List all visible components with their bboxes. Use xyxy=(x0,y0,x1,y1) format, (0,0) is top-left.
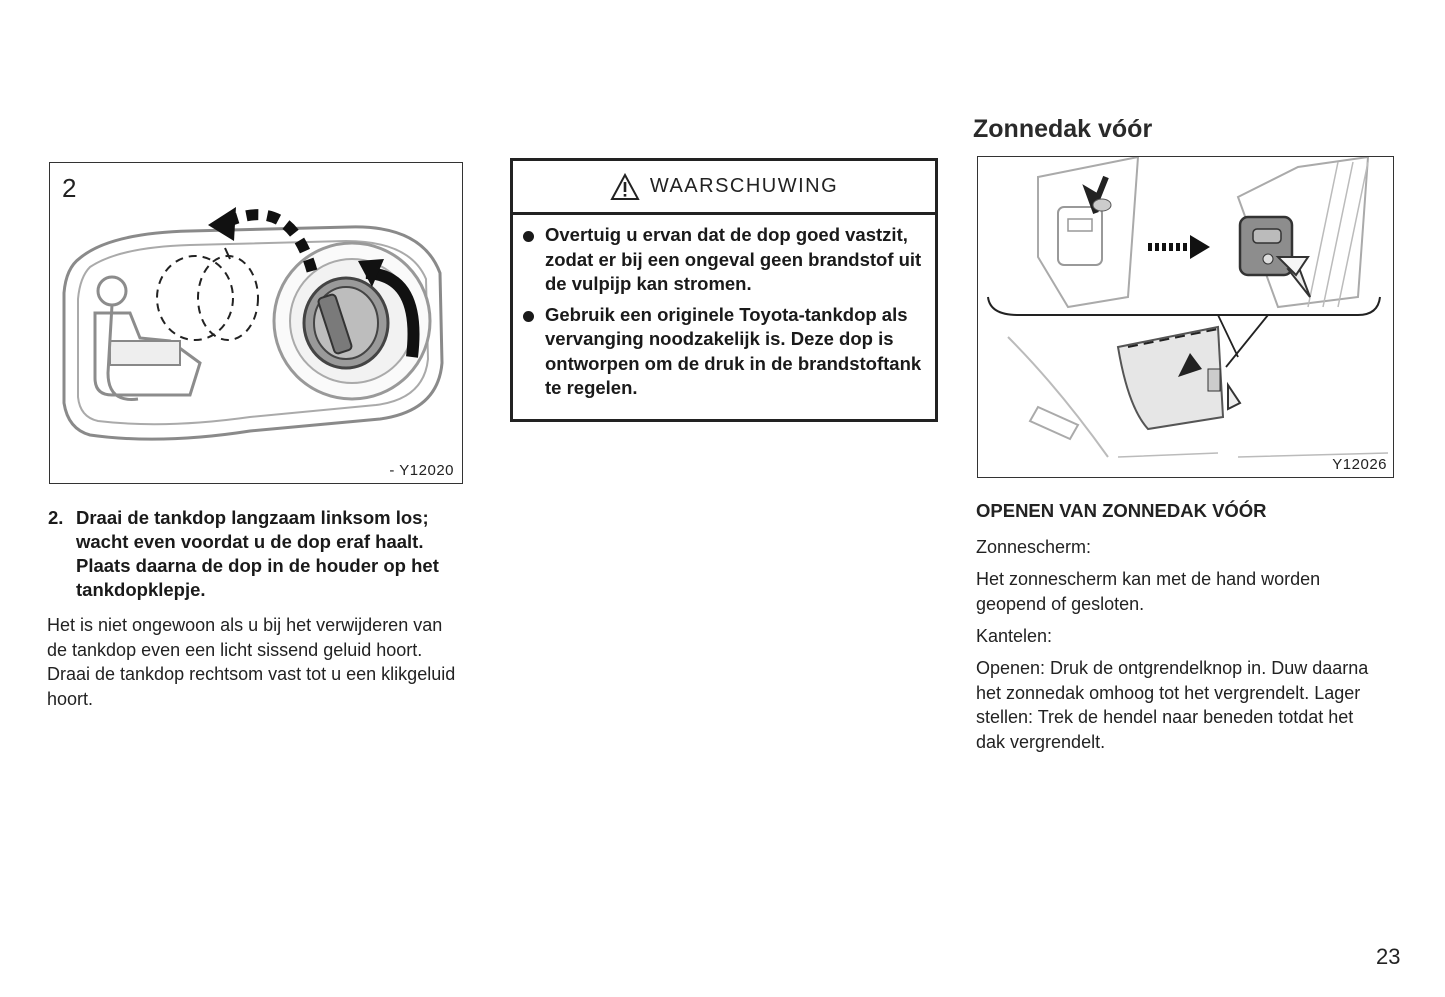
label-sunscreen: Zonnescherm: xyxy=(976,537,1092,557)
fuel-cap-body-text: Het is niet ongewoon als u bij het verwijderen van de tankdop even een licht sissend geluid hoort. Draai de tankdop rechtsom vast tot u een klikgeluid hoort. xyxy=(47,615,456,709)
warning-title: WAARSCHUWING xyxy=(649,175,839,197)
warning-item xyxy=(523,223,923,297)
warning-box xyxy=(510,158,938,422)
label-tilt: Kantelen: xyxy=(976,626,1053,646)
warning-triangle-icon xyxy=(610,173,640,201)
sunroof-illustration xyxy=(978,157,1394,478)
page-number: 23 xyxy=(1376,944,1401,969)
figure-code: - Y12020 xyxy=(389,462,454,479)
fuel-cap-illustration xyxy=(50,163,463,484)
bullet-icon xyxy=(523,311,534,322)
fuel-cap-figure xyxy=(49,162,463,484)
warning-item-text: Gebruik een originele Toyota-tankdop als vervanging noodzakelijk is. Deze dop is ontworpen om de druk in de brandstoftank te regelen. xyxy=(545,303,922,398)
subheading: OPENEN VAN ZONNEDAK VÓÓR xyxy=(976,500,1267,521)
warning-item-text: Overtuig u ervan dat de dop goed vastzit, zodat er bij een ongeval geen brandstof uit de vulpijp kan stromen. xyxy=(545,224,922,294)
sunroof-figure xyxy=(977,156,1394,478)
bullet-icon xyxy=(523,231,534,242)
step-2-instruction xyxy=(48,506,468,602)
figure-code: Y12026 xyxy=(1332,456,1387,473)
figure-number: 2 xyxy=(62,173,77,203)
section-title: Zonnedak vóór xyxy=(973,115,1153,143)
warning-item xyxy=(523,303,923,401)
warning-list xyxy=(513,215,935,401)
warning-header xyxy=(513,161,935,215)
sunscreen-text: Het zonnescherm kan met de hand worden geopend of gesloten. xyxy=(976,569,1321,614)
step-text: Draai de tankdop langzaam linksom los; wacht even voordat u de dop eraf haalt. Plaats daarna de dop in de houder op het tankdopklepje. xyxy=(76,507,439,600)
tilt-text: Openen: Druk de ontgrendelknop in. Duw daarna het zonnedak omhoog tot het vergrendelt. Lager stellen: Trek de hendel naar beneden totdat het dak vergrendelt. xyxy=(976,658,1369,752)
step-number: 2. xyxy=(48,507,64,528)
